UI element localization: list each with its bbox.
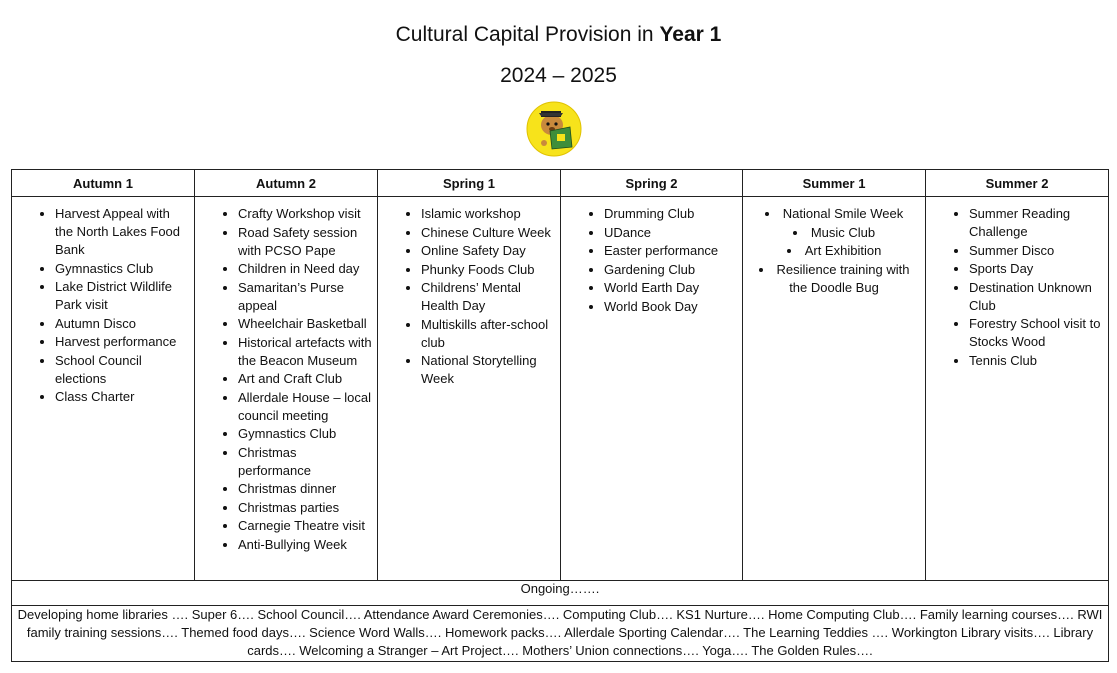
activity-list bbox=[378, 205, 560, 388]
list-item: • Summer Reading Challenge bbox=[969, 205, 1104, 241]
list-item: • Phunky Foods Club bbox=[421, 261, 556, 279]
activities-autumn-2 bbox=[195, 197, 378, 581]
list-item: • Multiskills after-school club bbox=[421, 316, 556, 352]
list-item: • Music Club bbox=[749, 224, 919, 242]
list-item: • Lake District Wildlife Park visit bbox=[55, 278, 190, 314]
list-item: • World Book Day bbox=[604, 298, 738, 316]
activity-list bbox=[743, 205, 925, 297]
list-item: • Gardening Club bbox=[604, 261, 738, 279]
ongoing-activities-row bbox=[12, 606, 1109, 662]
activity-list bbox=[926, 205, 1108, 370]
list-item: • Forestry School visit to Stocks Wood bbox=[969, 315, 1104, 351]
activity-list bbox=[561, 205, 742, 316]
term-heading-summer-1: Summer 1 bbox=[743, 170, 926, 197]
activities-autumn-1 bbox=[12, 197, 195, 581]
activities-spring-1 bbox=[378, 197, 561, 581]
list-item: • UDance bbox=[604, 224, 738, 242]
list-item: • Gymnastics Club bbox=[55, 260, 190, 278]
list-item: • Easter performance bbox=[604, 242, 738, 260]
list-item: • Islamic workshop bbox=[421, 205, 556, 223]
page-title bbox=[0, 21, 1117, 49]
activities-summer-1 bbox=[743, 197, 926, 581]
term-header-row bbox=[12, 170, 1109, 197]
list-item: • Summer Disco bbox=[969, 242, 1104, 260]
list-item: • Childrens’ Mental Health Day bbox=[421, 279, 556, 315]
activities-spring-2 bbox=[561, 197, 743, 581]
list-item: • School Council elections bbox=[55, 352, 190, 388]
academic-year: 2024 – 2025 bbox=[500, 64, 617, 87]
list-item: • Sports Day bbox=[969, 260, 1104, 278]
list-item: • Online Safety Day bbox=[421, 242, 556, 260]
list-item: • Children in Need day bbox=[238, 260, 373, 278]
list-item: • Historical artefacts with the Beacon Museum bbox=[238, 334, 373, 370]
list-item: • Autumn Disco bbox=[55, 315, 190, 333]
term-heading-spring-2: Spring 2 bbox=[561, 170, 743, 197]
list-item: • Chinese Culture Week bbox=[421, 224, 556, 242]
title-prefix: Cultural Capital Provision in bbox=[395, 23, 660, 46]
term-heading-autumn-2: Autumn 2 bbox=[195, 170, 378, 197]
list-item: • Christmas parties bbox=[238, 499, 373, 517]
list-item: • Tennis Club bbox=[969, 352, 1104, 370]
list-item: • National Smile Week bbox=[749, 205, 919, 223]
list-item: • World Earth Day bbox=[604, 279, 738, 297]
list-item: • Anti-Bullying Week bbox=[238, 536, 373, 554]
list-item: • Samaritan’s Purse appeal bbox=[238, 279, 373, 315]
term-activities-row bbox=[12, 197, 1109, 581]
school-bear-logo bbox=[526, 101, 582, 157]
list-item: • Road Safety session with PCSO Pape bbox=[238, 224, 373, 260]
provision-table bbox=[11, 169, 1109, 662]
list-item: • Christmas dinner bbox=[238, 480, 373, 498]
list-item: • Resilience training with the Doodle Bug bbox=[749, 261, 919, 297]
term-heading-spring-1: Spring 1 bbox=[378, 170, 561, 197]
list-item: • Art Exhibition bbox=[749, 242, 919, 260]
list-item: • Drumming Club bbox=[604, 205, 738, 223]
list-item: • Allerdale House – local council meeting bbox=[238, 389, 373, 425]
list-item: • Gymnastics Club bbox=[238, 425, 373, 443]
list-item: • Crafty Workshop visit bbox=[238, 205, 373, 223]
activities-summer-2 bbox=[926, 197, 1109, 581]
ongoing-activities-text: Developing home libraries …. Super 6…. School Council…. Attendance Award Ceremonies…. Computing Club…. KS1 Nurture…. Home Computing Club…. Family learning courses…. RWI family training sessions…. Themed food days…. Science Word Walls…. Homework packs…. Allerdale Sporting Calendar…. The Learning Teddies …. Workington Library visits…. Library cards…. Welcoming a Stranger – Art Project…. Mothers’ Union connections…. Yoga…. The Golden Rules…. bbox=[12, 606, 1109, 662]
list-item: • National Storytelling Week bbox=[421, 352, 556, 388]
list-item: • Harvest Appeal with the North Lakes Food Bank bbox=[55, 205, 190, 259]
term-heading-autumn-1: Autumn 1 bbox=[12, 170, 195, 197]
activity-list bbox=[12, 205, 194, 406]
list-item: • Christmas performance bbox=[238, 444, 373, 480]
activity-list bbox=[195, 205, 377, 554]
ongoing-label: Ongoing……. bbox=[12, 581, 1109, 606]
list-item: • Class Charter bbox=[55, 388, 190, 406]
list-item: • Wheelchair Basketball bbox=[238, 315, 373, 333]
title-year-group: Year 1 bbox=[659, 23, 722, 46]
list-item: • Harvest performance bbox=[55, 333, 190, 351]
ongoing-heading-row bbox=[12, 581, 1109, 606]
term-heading-summer-2: Summer 2 bbox=[926, 170, 1109, 197]
list-item: • Destination Unknown Club bbox=[969, 279, 1104, 315]
list-item: • Carnegie Theatre visit bbox=[238, 517, 373, 535]
list-item: • Art and Craft Club bbox=[238, 370, 373, 388]
